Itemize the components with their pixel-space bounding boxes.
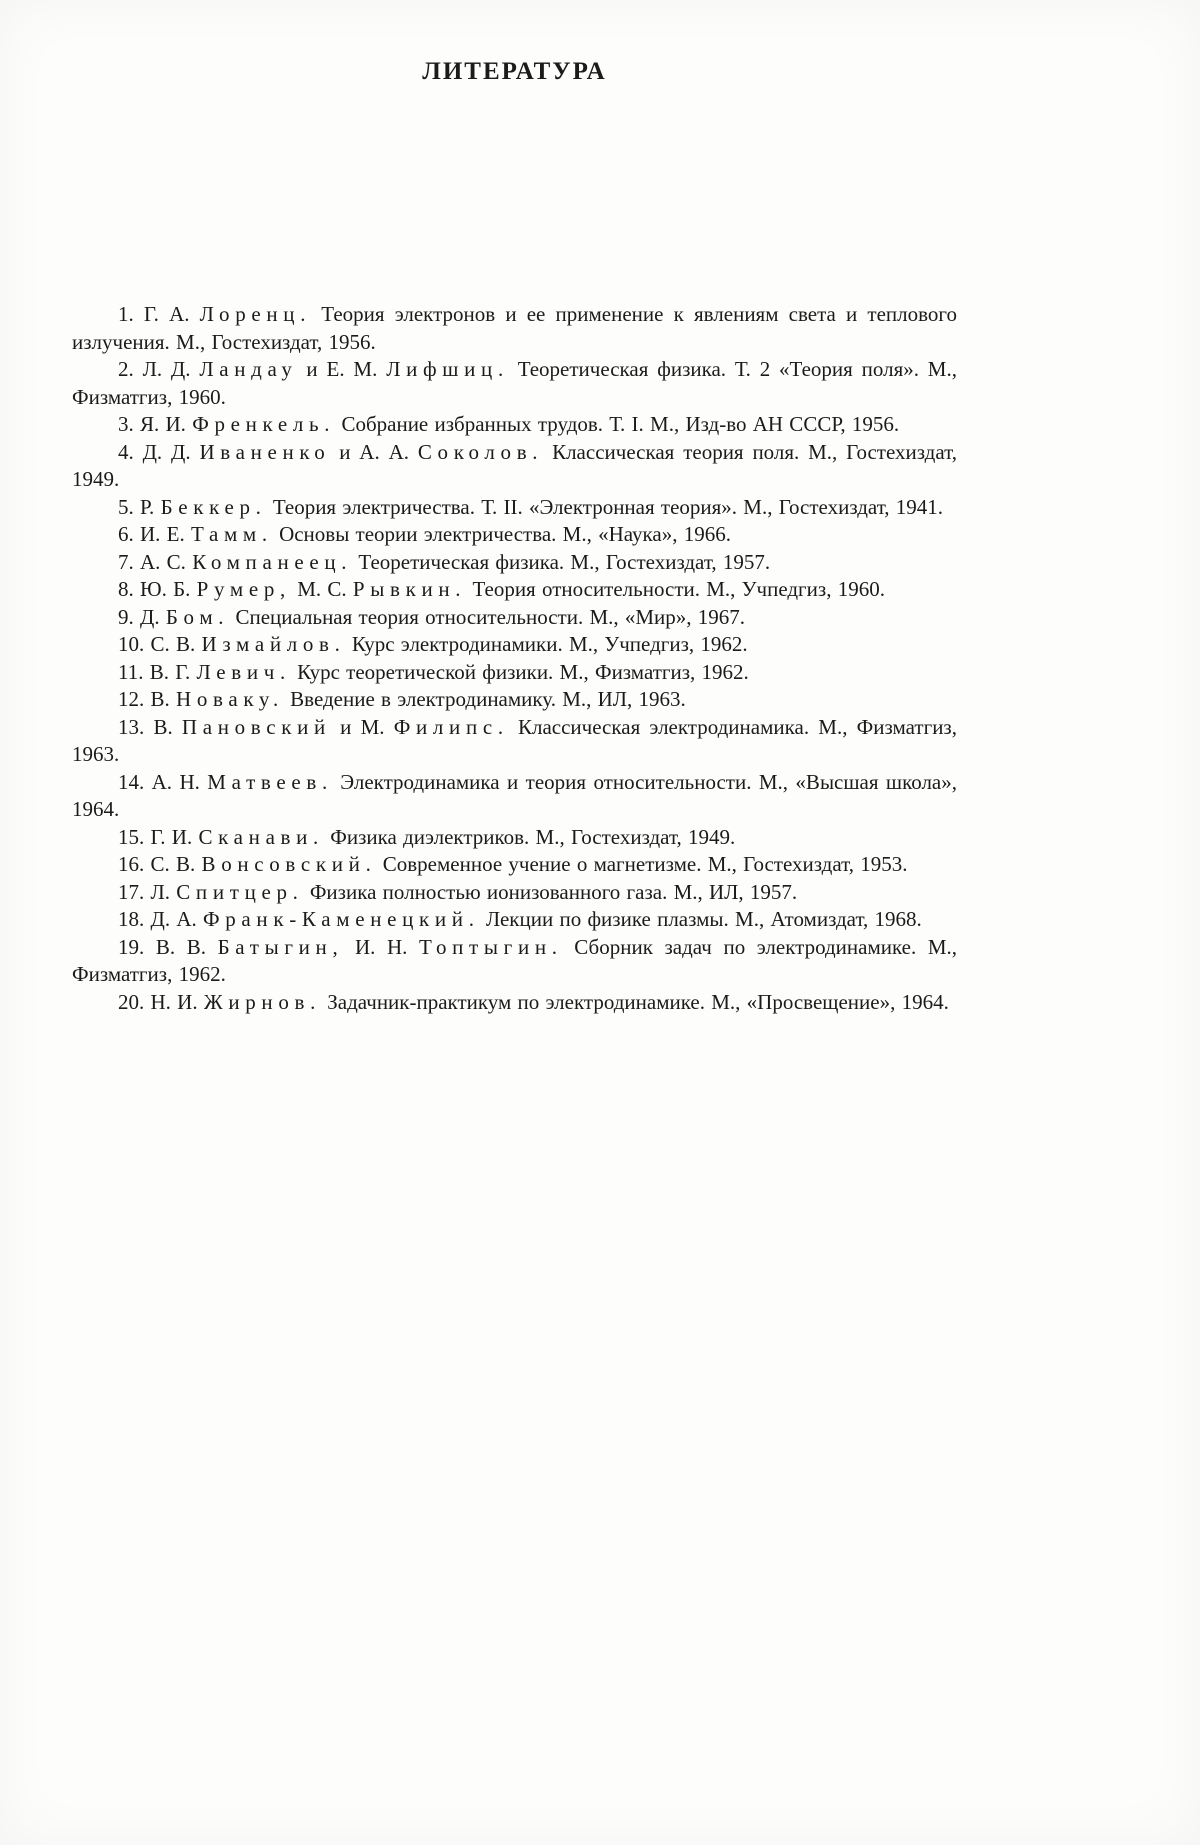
- author-name: Жирнов.: [203, 989, 321, 1014]
- author-name: Иваненко: [199, 439, 331, 464]
- author-name: Левич.: [196, 659, 291, 684]
- author-name: Бом.: [165, 604, 230, 629]
- reference-entry: [72, 549, 957, 577]
- reference-entry: [72, 824, 957, 852]
- reference-entry: [72, 411, 957, 439]
- author-name: Измайлов.: [201, 632, 346, 656]
- reference-text: 14. А. Н.: [118, 769, 208, 794]
- reference-text: Теоретическая физика. Т. 2 «Теория поля». М., Физматгиз, 1960.: [72, 357, 957, 409]
- reference-text: Теоретическая физика. М., Гостехиздат, 1957.: [352, 549, 771, 574]
- reference-entry: [72, 301, 957, 356]
- reference-text: Задачник-практикум по электродинамике. М., «Просвещение», 1964.: [321, 989, 949, 1014]
- reference-text: 17. Л.: [118, 879, 177, 904]
- reference-text: 19. В. В.: [118, 934, 218, 959]
- reference-entry: [72, 769, 957, 824]
- author-name: Вонсовский.: [201, 852, 377, 876]
- author-name: Тамм.: [191, 522, 273, 546]
- reference-text: 5. Р.: [118, 494, 161, 519]
- reference-text: Теория электронов и ее применение к явлениям света и теплового излучения. М., Гостехиздат, 1956.: [72, 302, 957, 354]
- reference-text: Курс электродинамики. М., Учпедгиз, 1962.: [345, 632, 748, 656]
- author-name: Франк-Каменецкий.: [203, 907, 480, 931]
- reference-text: Специальная теория относительности. М., «Мир», 1967.: [229, 604, 746, 629]
- reference-text: 2. Л. Д.: [118, 357, 200, 381]
- reference-entry: [72, 576, 957, 604]
- author-name: Новаку.: [176, 687, 284, 711]
- reference-text: Классическая электродинамика. М., Физматгиз, 1963.: [72, 714, 957, 766]
- reference-entry: [72, 989, 957, 1017]
- author-name: Беккер.: [160, 494, 267, 519]
- reference-entry: [72, 356, 957, 411]
- author-name: Топтыгин.: [419, 934, 563, 959]
- reference-text: и М.: [330, 714, 394, 739]
- author-name: Матвеев.: [207, 769, 333, 794]
- author-name: Спитцер.: [176, 879, 304, 904]
- reference-text: Физика диэлектриков. М., Гостехиздат, 1949.: [323, 824, 736, 849]
- reference-text: Введение в электродинамику. М., ИЛ, 1963.: [283, 687, 686, 711]
- reference-text: 15. Г. И.: [118, 824, 199, 849]
- reference-text: 10. С. В.: [118, 632, 202, 656]
- reference-entry: [72, 604, 957, 632]
- author-name: Сканави.: [198, 824, 324, 849]
- reference-entry: [72, 631, 957, 659]
- reference-entry: [72, 659, 957, 687]
- reference-text: 6. И. Е.: [118, 522, 191, 546]
- reference-text: Физика полностью ионизованного газа. М., ИЛ, 1957.: [303, 879, 798, 904]
- reference-entry: [72, 686, 957, 714]
- reference-text: Собрание избранных трудов. Т. I. М., Изд-во АН СССР, 1956.: [335, 412, 900, 436]
- reference-text: И. Н.: [343, 934, 420, 959]
- author-name: Компанеец.: [192, 549, 353, 574]
- reference-text: 11. В. Г.: [118, 659, 197, 684]
- reference-text: 7. А. С.: [118, 549, 193, 574]
- reference-text: 4. Д. Д.: [118, 439, 200, 464]
- reference-text: 18. Д. А.: [118, 907, 203, 931]
- reference-text: Электродинамика и теория относительности. М., «Высшая школа», 1964.: [72, 769, 957, 821]
- reference-text: 16. С. В.: [118, 852, 202, 876]
- author-name: Френкель.: [192, 412, 336, 436]
- author-name: Батыгин,: [217, 934, 344, 959]
- author-name: Рывкин.: [352, 577, 467, 601]
- author-name: Филипс.: [393, 714, 509, 739]
- author-name: Лифшиц.: [386, 357, 509, 381]
- reference-text: и А. А.: [330, 439, 418, 464]
- reference-text: 13. В.: [118, 714, 182, 739]
- reference-list: [72, 301, 957, 1016]
- reference-text: 3. Я. И.: [118, 412, 193, 436]
- reference-entry: [72, 714, 957, 769]
- reference-text: Современное учение о магнетизме. М., Гостехиздат, 1953.: [376, 852, 908, 876]
- reference-entry: [72, 439, 957, 494]
- author-name: Пановский: [181, 714, 331, 739]
- author-name: Ландау: [199, 357, 298, 381]
- reference-text: М. С.: [290, 577, 353, 601]
- reference-entry: [72, 851, 957, 879]
- reference-text: и Е. М.: [297, 357, 387, 381]
- reference-text: Классическая теория поля. М., Гостехиздат, 1949.: [72, 439, 957, 491]
- author-name: Соколов.: [417, 439, 544, 464]
- reference-text: 8. Ю. Б.: [118, 577, 197, 601]
- reference-entry: [72, 494, 957, 522]
- reference-text: Курс теоретической физики. М., Физматгиз, 1962.: [290, 659, 749, 684]
- reference-text: 20. Н. И.: [118, 989, 204, 1014]
- reference-text: 12. В.: [118, 687, 177, 711]
- reference-text: Теория электричества. Т. II. «Электронная теория». М., Гостехиздат, 1941.: [266, 494, 944, 519]
- reference-entry: [72, 879, 957, 907]
- reference-text: Основы теории электричества. М., «Наука», 1966.: [272, 522, 731, 546]
- reference-text: Теория относительности. М., Учпедгиз, 1960.: [466, 577, 885, 601]
- reference-text: 9. Д.: [118, 604, 166, 629]
- reference-text: Сборник задач по электродинамике. М., Физматгиз, 1962.: [72, 934, 958, 986]
- reference-entry: [72, 521, 957, 549]
- reference-text: 1. Г. А.: [118, 302, 200, 326]
- author-name: Лоренц.: [199, 302, 312, 326]
- page-title: ЛИТЕРАТУРА: [422, 58, 607, 85]
- reference-entry: [72, 934, 957, 989]
- reference-entry: [72, 906, 957, 934]
- author-name: Румер,: [196, 577, 291, 601]
- reference-text: Лекции по физике плазмы. М., Атомиздат, 1968.: [479, 907, 922, 931]
